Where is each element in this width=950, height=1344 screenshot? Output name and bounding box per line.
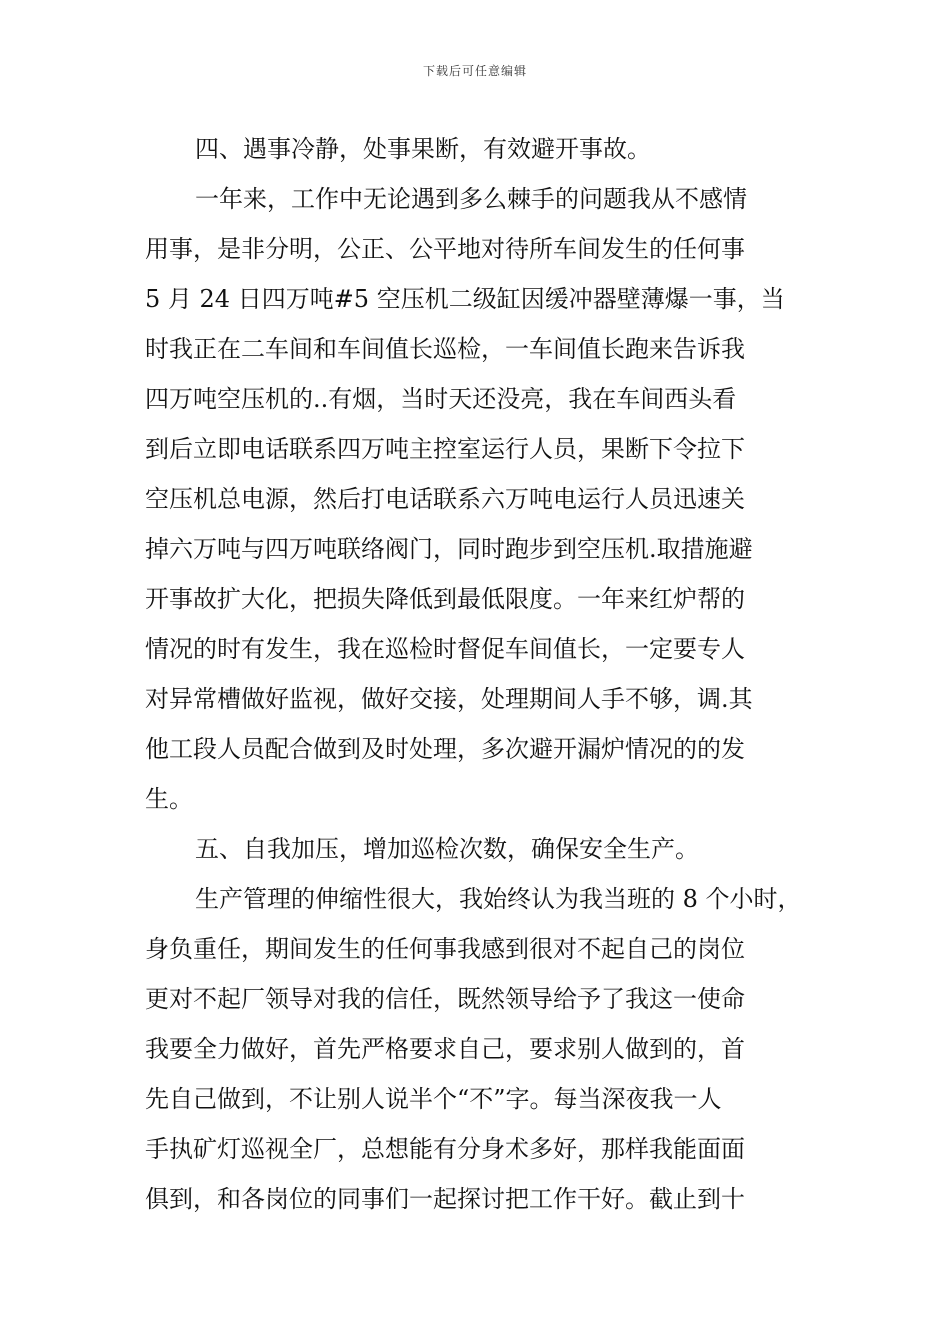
section-heading-4: 四、遇事冷静，处事果断，有效避开事故。: [195, 135, 651, 163]
text-line: 到后立即电话联系四万吨主控室运行人员，果断下令拉下: [145, 435, 745, 463]
section-heading-5: 五、自我加压，增加巡检次数，确保安全生产。: [195, 835, 699, 863]
text-line: 情况的时有发生，我在巡检时督促车间值长，一定要专人: [145, 635, 745, 663]
text-line: 先自己做到，不让别人说半个“不”字。每当深夜我一人: [145, 1085, 722, 1113]
text-line: 一年来，工作中无论遇到多么棘手的问题我从不感情: [195, 185, 747, 213]
text-line: 四万吨空压机的..有烟，当时天还没亮，我在车间西头看: [145, 385, 737, 413]
text-line: 对异常槽做好监视，做好交接，处理期间人手不够，调.其: [145, 685, 753, 713]
document-body: [145, 124, 813, 1224]
text-line: 身负重任，期间发生的任何事我感到很对不起自己的岗位: [145, 935, 745, 963]
text-line: 开事故扩大化，把损失降低到最低限度。一年来红炉帮的: [145, 585, 745, 613]
text-line: 用事，是非分明，公正、公平地对待所车间发生的任何事: [145, 235, 745, 263]
text-line: 生。: [145, 785, 193, 813]
text-line: 俱到，和各岗位的同事们一起探讨把工作干好。截止到十: [145, 1185, 745, 1213]
text-line: 更对不起厂领导对我的信任，既然领导给予了我这一使命: [145, 985, 745, 1013]
text-line: 掉六万吨与四万吨联络阀门，同时跑步到空压机.取措施避: [145, 535, 753, 563]
text-line: 时我正在二车间和车间值长巡检，一车间值长跑来告诉我: [145, 335, 745, 363]
text-line: 空压机总电源，然后打电话联系六万吨电运行人员迅速关: [145, 485, 745, 513]
text-line: 我要全力做好，首先严格要求自己，要求别人做到的，首: [145, 1035, 745, 1063]
text-line: 5 月 24 日四万吨#5 空压机二级缸因缓冲器壁薄爆一事，当: [145, 285, 785, 313]
text-line: 他工段人员配合做到及时处理，多次避开漏炉情况的的发: [145, 735, 745, 763]
page-header: 下载后可任意编辑: [422, 64, 527, 78]
text-line: 生产管理的伸缩性很大，我始终认为我当班的 8 个小时，: [195, 885, 802, 913]
text-line: 手执矿灯巡视全厂，总想能有分身术多好，那样我能面面: [145, 1135, 745, 1163]
